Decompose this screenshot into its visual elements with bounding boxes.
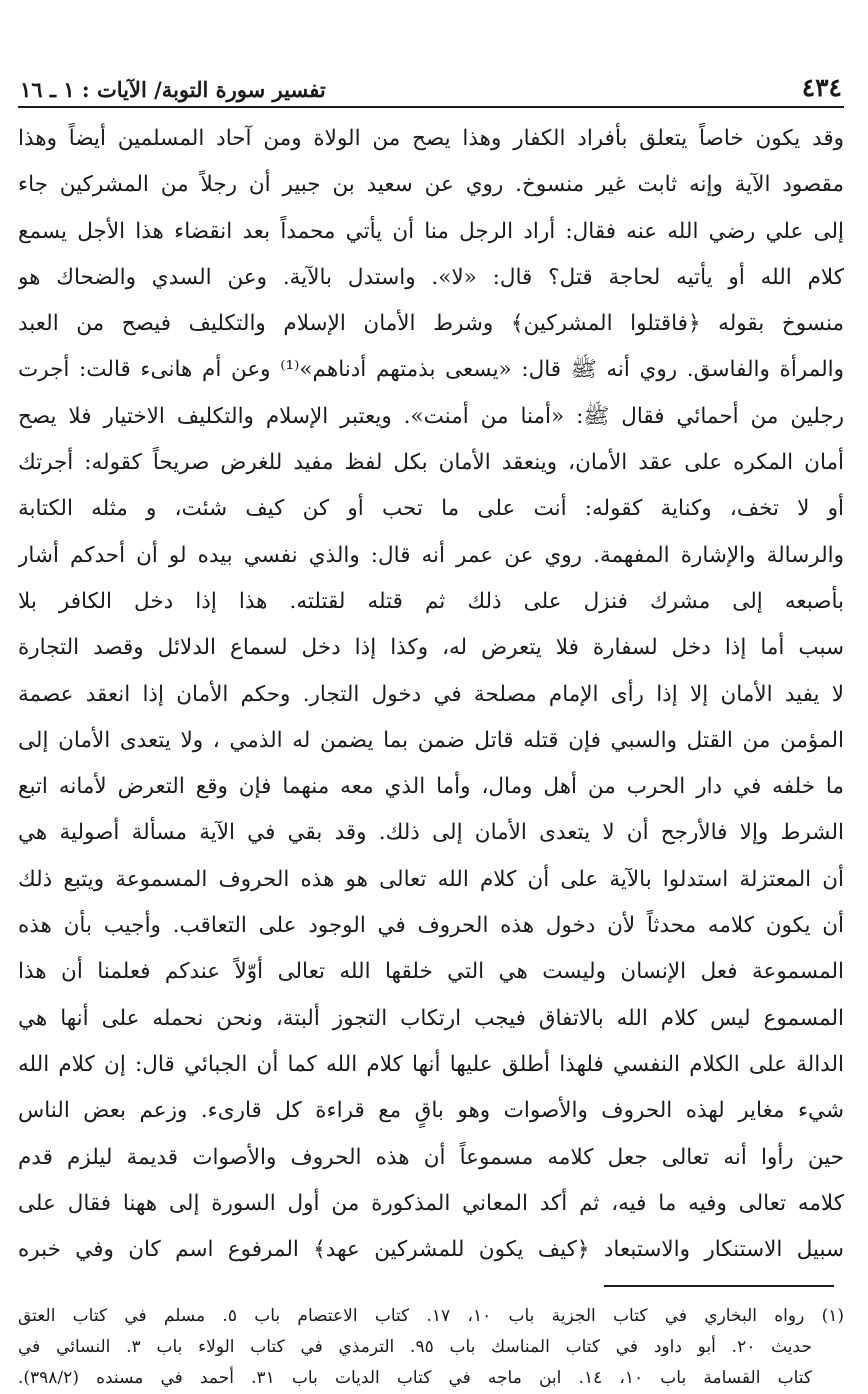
body-line: المسموع ليس كلام الله بالاتفاق فيجب ارتكاب التجوز ألبتة، ونحن نحمله على أنها هي: [18, 1005, 844, 1031]
body-line: المؤمن من القتل والسبي فإن قتله قاتل ضمن بما يضمن له الذمي ، ولا يتعدى الأمان إلى: [18, 727, 844, 753]
body-line: الشرط وإلا فالأرجح أن لا يتعدى الأمان إلى ذلك. وقد بقي في الآية مسألة أصولية هي: [18, 820, 844, 846]
page-number: ٤٣٤: [801, 73, 842, 102]
body-line: ما خلفه في دار الحرب من أهل ومال، وأما الذي معه منهما فإن وقع التعرض لأمانه اتبع: [18, 774, 844, 800]
body-line: لا يفيد الأمان إلا إذا رأى الإمام مصلحة في دخول التجار. وحكم الأمان إذا انعقد عصمة: [18, 681, 844, 707]
body-line: منسوخ بقوله ﴿فاقتلوا المشركين﴾ وشرط الأمان الإسلام والتكليف فيصح من العبد: [18, 311, 844, 337]
body-line: أمان المكره على عقد الأمان، وينعقد الأمان بكل لفظ مفيد للغرض صريحاً كقوله: أجرتك: [18, 450, 844, 476]
body-line: سبب أما إذا دخل لسفارة فلا يتعرض له، وكذا إذا دخل لسماع الدلائل وقصد التجارة: [18, 635, 844, 661]
running-title: تفسير سورة التوبة/ الآيات : ١ ـ ١٦: [20, 77, 326, 102]
body-line: بأصبعه إلى مشرك فنزل على ذلك ثم قتله لقتلته. هذا إذا دخل الكافر بلا: [18, 588, 844, 614]
footnotes: [18, 1301, 844, 1394]
body-line: المسموعة فعل الإنسان وليست هي التي خلقها الله تعالى أوّلاً عندكم فعلمنا أن هذا: [18, 959, 844, 985]
body-line: كلام الله أو يأتيه لحاجة قتل؟ قال: «لا». واستدل بالآية. وعن السدي والضحاك هو: [18, 264, 844, 290]
body-line: أن يكون كلامه محدثاً لأن دخول هذه الحروف في الوجود على التعاقب. وأجيب بأن هذه: [18, 913, 844, 939]
body-line: والمرأة والفاسق. روي أنه ﷺ قال: «يسعى بذمتهم أدناهم»⁽¹⁾ وعن أم هانىء قالت: أجرت: [18, 357, 844, 383]
running-header: [18, 62, 844, 106]
header-rule: [18, 106, 844, 108]
footnote-line: حديث ٢٠. أبو داود في كتاب المناسك باب ٩٥. الترمذي في كتاب الولاء باب ٣. النسائي في: [18, 1337, 812, 1358]
body-line: أو لا تخف، وكناية كقوله: أنت على ما تحب أو كن كيف شئت، و مثله الكتابة: [18, 496, 844, 522]
body-line: وقد يكون خاصاً يتعلق بأفراد الكفار وهذا يصح من الولاة ومن آحاد المسلمين أيضاً وهذا: [18, 126, 844, 151]
body-line: مقصود الآية وإنه ثابت غير منسوخ. روي عن سعيد بن جبير أن رجلاً من المشركين جاء: [18, 172, 844, 198]
body-line: حين رأوا أنه تعالى جعل كلامه مسموعاً أن هذه الحروف والأصوات قديمة ليلزم قدم: [18, 1144, 844, 1170]
body-line: الدالة على الكلام النفسي فلهذا أطلق عليها أنها كلام الله كما أن الجبائي قال: إن كلام الله: [18, 1051, 844, 1077]
page: [18, 62, 844, 1389]
footnote-line: (١) رواه البخاري في كتاب الجزية باب ١٠، ١٧. كتاب الاعتصام باب ٥. مسلم في كتاب العتق: [18, 1306, 844, 1327]
body-line: سبيل الاستنكار والاستبعاد ﴿كيف يكون للمشركين عهد﴾ المرفوع اسم كان وفي خبره: [18, 1237, 844, 1263]
footnote-line: كتاب القسامة باب ١٠، ١٤. ابن ماجه في كتاب الديات باب ٣١. أحمد في مسنده (٣٩٨/٢).: [18, 1368, 813, 1389]
body-text: [18, 116, 844, 1273]
body-line: شيء مغاير لهذه الحروف والأصوات وهو باقٍ مع قراءة كل قارىء. وزعم بعض الناس: [18, 1098, 844, 1124]
body-line: رجلين من أحمائي فقال ﷺ: «أمنا من أمنت». ويعتبر الإسلام والتكليف الاختيار فلا يصح: [18, 403, 844, 429]
body-line: إلى علي رضي الله عنه فقال: أراد الرجل منا أن يأتي محمداً بعد انقضاء هذا الأجل يسمع: [18, 218, 844, 244]
body-line: كلامه تعالى وفيه ما فيه، ثم أكد المعاني المذكورة من أول السورة إلى ههنا فقال على: [18, 1190, 844, 1216]
footnote-separator: [604, 1285, 834, 1287]
body-line: أن المعتزلة استدلوا بالآية على أن كلام الله تعالى هو هذه الحروف المسموعة ويتبع ذلك: [18, 866, 844, 892]
body-line: والرسالة والإشارة المفهمة. روي عن عمر أنه قال: والذي نفسي بيده لو أن أحدكم أشار: [18, 542, 844, 568]
